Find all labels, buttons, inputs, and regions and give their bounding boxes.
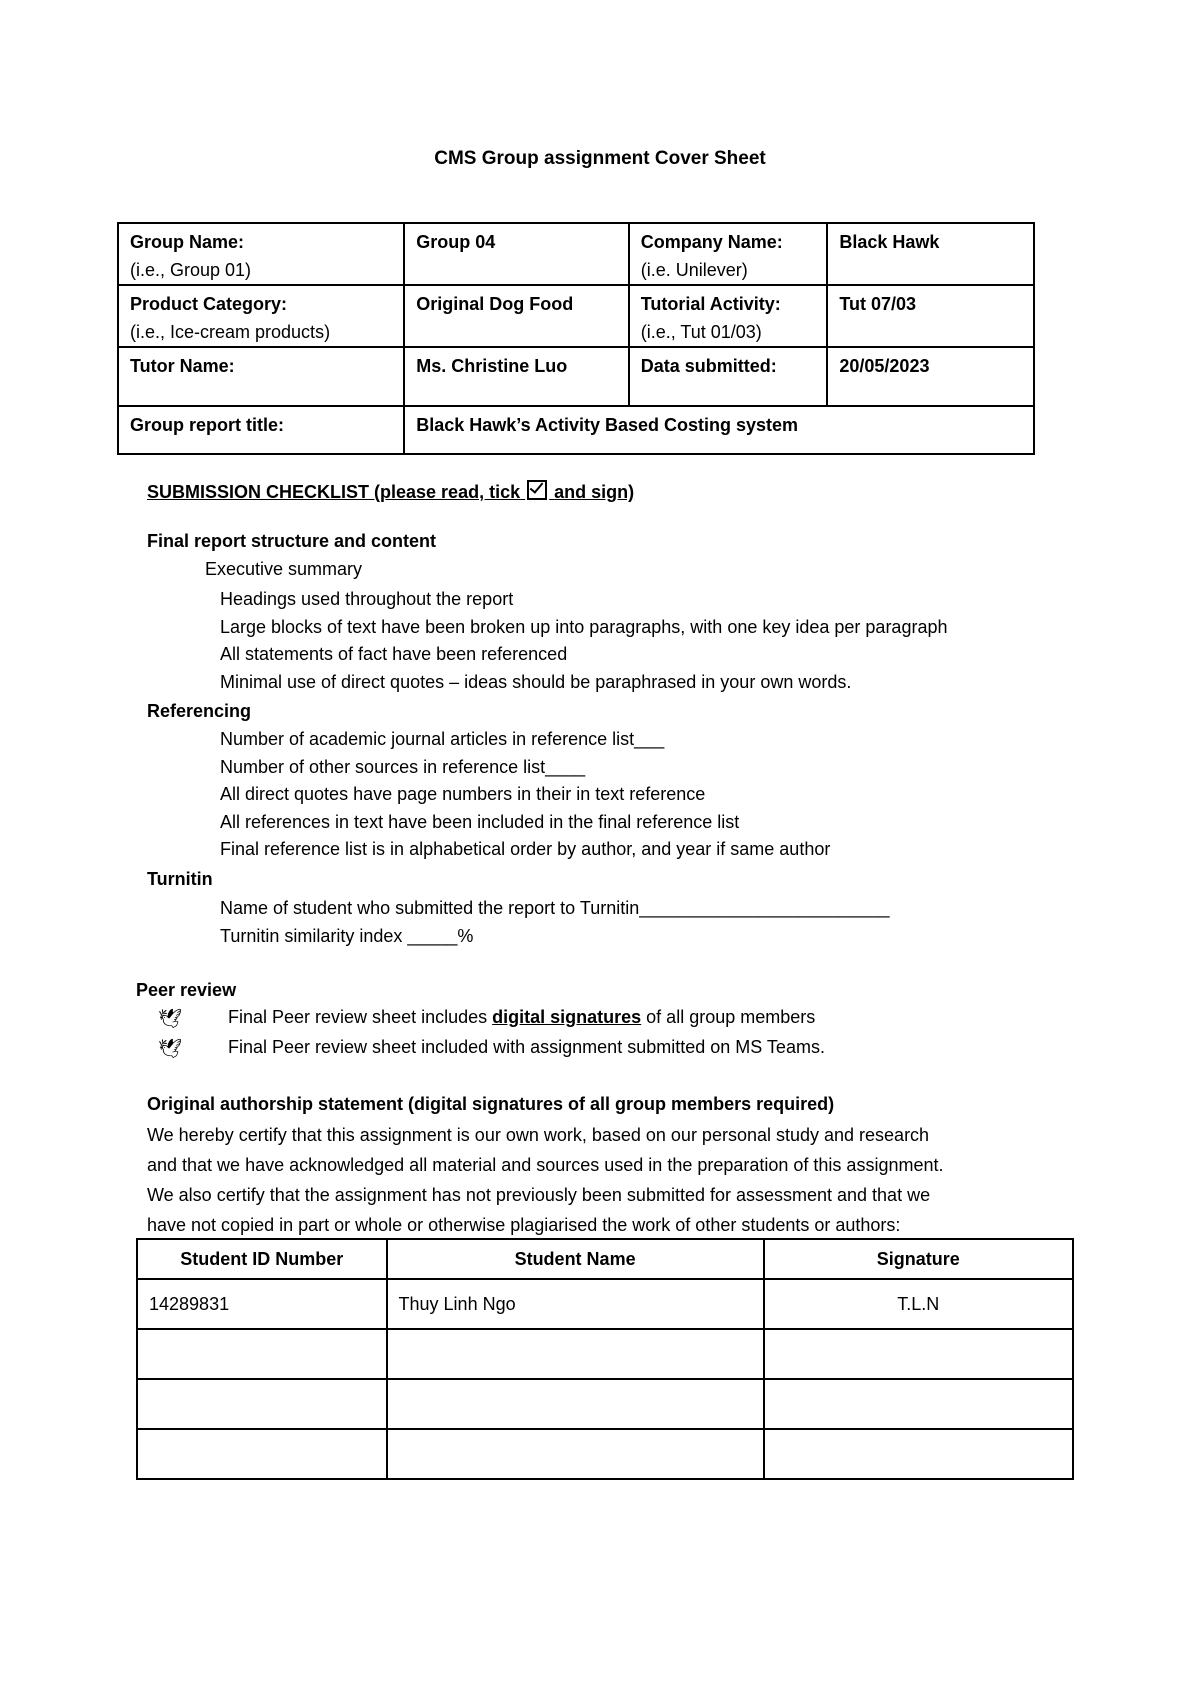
group-name-label-cell bbox=[118, 223, 404, 285]
student-name-cell bbox=[387, 1329, 764, 1379]
checklist-item: All references in text have been included in the final reference list bbox=[220, 811, 740, 832]
tutor-name-label: Tutor Name: bbox=[118, 347, 404, 406]
peer-review-item-text: Final Peer review sheet includes bbox=[228, 1007, 493, 1027]
product-category-hint: (i.e., Ice-cream products) bbox=[130, 322, 331, 342]
student-name-cell bbox=[387, 1429, 764, 1479]
group-name-hint: (i.e., Group 01) bbox=[130, 260, 252, 280]
checklist-item: All statements of fact have been referenced bbox=[220, 644, 568, 664]
referencing-heading: Referencing bbox=[147, 701, 252, 721]
tutorial-activity-label: Tutorial Activity: bbox=[640, 294, 781, 314]
checklist-heading bbox=[147, 478, 634, 503]
group-name-value: Group 04 bbox=[404, 223, 628, 285]
structure-heading: Final report structure and content bbox=[147, 531, 437, 551]
company-name-label-cell bbox=[629, 223, 828, 285]
authorship-heading: Original authorship statement (digital signatures of all group members required) bbox=[147, 1094, 835, 1114]
table-row bbox=[137, 1279, 1073, 1329]
turnitin-items-list bbox=[220, 895, 890, 950]
checklist-item: Final reference list is in alphabetical order by author, and year if same author bbox=[220, 839, 831, 859]
student-id-header: Student ID Number bbox=[137, 1239, 387, 1279]
table-row bbox=[137, 1429, 1073, 1479]
group-name-label: Group Name: bbox=[130, 232, 245, 252]
info-row-group bbox=[118, 223, 1034, 285]
page-title: CMS Group assignment Cover Sheet bbox=[434, 148, 766, 169]
report-title-label: Group report title: bbox=[118, 406, 404, 454]
student-id-cell bbox=[137, 1429, 387, 1479]
peer-review-heading: Peer review bbox=[136, 980, 237, 1000]
tutorial-activity-value: Tut 07/03 bbox=[827, 285, 1034, 347]
student-table-header bbox=[137, 1239, 1073, 1279]
checklist-item: Number of academic journal articles in reference list___ bbox=[220, 729, 665, 749]
student-id-cell bbox=[137, 1379, 387, 1429]
checklist-item-executive-summary: Executive summary bbox=[205, 559, 363, 579]
structure-items-list bbox=[220, 586, 947, 696]
checklist-item: Headings used throughout the report bbox=[220, 589, 514, 609]
report-title-value: Black Hawk’s Activity Based Costing system bbox=[404, 406, 1034, 454]
peer-review-item-text-end: of all group members bbox=[641, 1007, 816, 1027]
info-row-tutor bbox=[118, 347, 1034, 406]
tutor-name-value: Ms. Christine Luo bbox=[404, 347, 628, 406]
company-name-hint: (i.e. Unilever) bbox=[640, 260, 748, 280]
checklist-item: Name of student who submitted the report to Turnitin_________________________ bbox=[220, 898, 890, 918]
info-row-product bbox=[118, 285, 1034, 347]
signature-cell bbox=[764, 1379, 1073, 1429]
student-name-cell bbox=[387, 1379, 764, 1429]
signature-cell bbox=[764, 1329, 1073, 1379]
checklist-item: All direct quotes have page numbers in their in text reference bbox=[220, 784, 706, 804]
referencing-items-list bbox=[220, 726, 830, 864]
peer-review-item bbox=[158, 1037, 825, 1060]
checklist-heading-text-end: and sign) bbox=[554, 482, 635, 502]
table-row bbox=[137, 1379, 1073, 1429]
digital-signatures-emphasis: digital signatures bbox=[492, 1007, 642, 1027]
product-category-label: Product Category: bbox=[130, 294, 288, 314]
dove-bullet-icon: 🕊 bbox=[158, 1009, 183, 1030]
tutorial-activity-label-cell bbox=[629, 285, 828, 347]
student-name-header: Student Name bbox=[387, 1239, 764, 1279]
checklist-item: Number of other sources in reference list____ bbox=[220, 756, 586, 777]
tutorial-activity-hint: (i.e., Tut 01/03) bbox=[640, 322, 762, 342]
peer-review-item bbox=[158, 1007, 816, 1030]
student-id-cell: 14289831 bbox=[137, 1279, 387, 1329]
student-signature-table bbox=[136, 1238, 1074, 1480]
authorship-line: We also certify that the assignment has not previously been submitted for assessment and that we bbox=[147, 1185, 931, 1205]
table-row bbox=[137, 1329, 1073, 1379]
info-row-report-title bbox=[118, 406, 1034, 454]
authorship-line: and that we have acknowledged all material and sources used in the preparation of this assignment. bbox=[147, 1155, 944, 1175]
authorship-statement bbox=[147, 1120, 943, 1240]
checkbox-tick-icon bbox=[527, 480, 547, 500]
date-submitted-label: Data submitted: bbox=[629, 347, 828, 406]
signature-cell: T.L.N bbox=[764, 1279, 1073, 1329]
dove-bullet-icon: 🕊 bbox=[158, 1039, 183, 1060]
authorship-line: have not copied in part or whole or otherwise plagiarised the work of other students or authors: bbox=[147, 1215, 901, 1235]
student-name-cell: Thuy Linh Ngo bbox=[387, 1279, 764, 1329]
signature-cell bbox=[764, 1429, 1073, 1479]
checklist-item: Turnitin similarity index _____% bbox=[220, 925, 474, 946]
checklist-item: Minimal use of direct quotes – ideas should be paraphrased in your own words. bbox=[220, 671, 852, 692]
company-name-value: Black Hawk bbox=[827, 223, 1034, 285]
signature-header: Signature bbox=[764, 1239, 1073, 1279]
company-name-label: Company Name: bbox=[640, 232, 783, 252]
student-id-cell bbox=[137, 1329, 387, 1379]
checklist-item: Large blocks of text have been broken up into paragraphs, with one key idea per paragraph bbox=[220, 616, 948, 637]
group-info-table bbox=[117, 222, 1035, 455]
turnitin-heading: Turnitin bbox=[147, 869, 213, 889]
product-category-label-cell bbox=[118, 285, 404, 347]
peer-review-item-text: Final Peer review sheet included with assignment submitted on MS Teams. bbox=[228, 1037, 825, 1057]
authorship-line: We hereby certify that this assignment is our own work, based on our personal study and research bbox=[147, 1125, 930, 1145]
checklist-heading-text: SUBMISSION CHECKLIST (please read, tick bbox=[147, 482, 521, 502]
date-submitted-value: 20/05/2023 bbox=[827, 347, 1034, 406]
product-category-value: Original Dog Food bbox=[404, 285, 628, 347]
